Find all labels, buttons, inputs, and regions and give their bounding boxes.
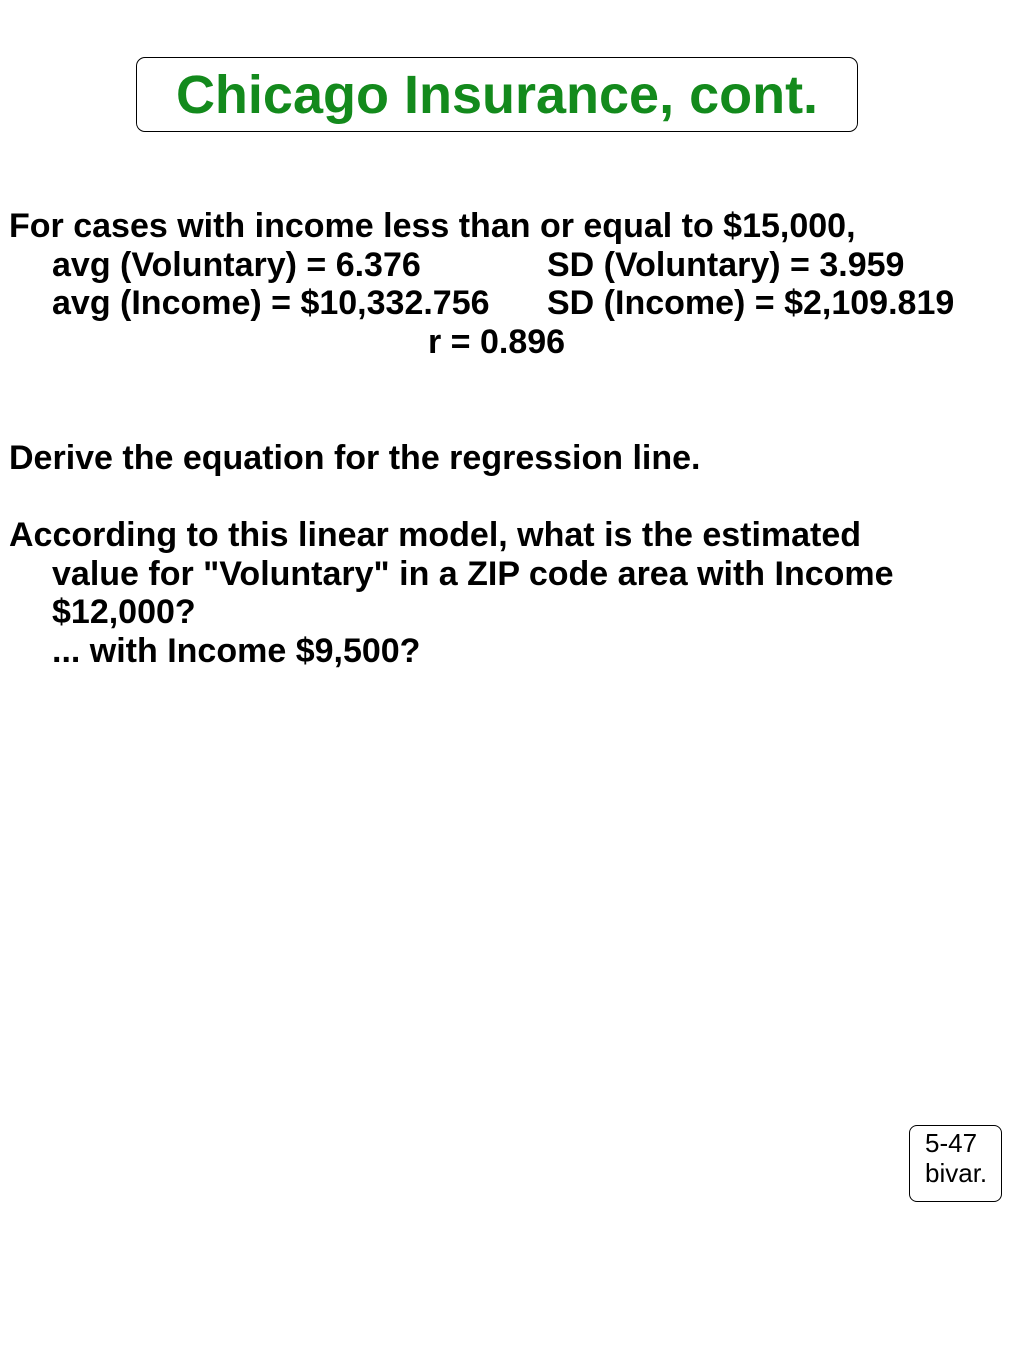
slide-number: 5-47 — [925, 1128, 978, 1158]
slide-number-box — [909, 1125, 1002, 1202]
stats-intro: For cases with income less than or equal to $15,000, — [9, 207, 856, 245]
question-estimate-line-1: According to this linear model, what is the estimated — [9, 516, 862, 554]
title-box — [136, 57, 858, 132]
question-estimate-line-2: value for "Voluntary" in a ZIP code area with Income — [52, 555, 894, 593]
sd-voluntary: SD (Voluntary) = 3.959 — [547, 246, 905, 284]
avg-voluntary: avg (Voluntary) = 6.376 — [52, 246, 421, 284]
question-derive: Derive the equation for the regression line. — [9, 439, 701, 477]
avg-income: avg (Income) = $10,332.756 — [52, 284, 490, 322]
question-estimate-line-4: ... with Income $9,500? — [52, 632, 421, 670]
sd-income: SD (Income) = $2,109.819 — [547, 284, 955, 322]
section-label: bivar. — [925, 1158, 988, 1188]
question-estimate-line-3: $12,000? — [52, 593, 196, 631]
page-title: Chicago Insurance, cont. — [175, 65, 819, 125]
correlation: r = 0.896 — [428, 323, 566, 361]
